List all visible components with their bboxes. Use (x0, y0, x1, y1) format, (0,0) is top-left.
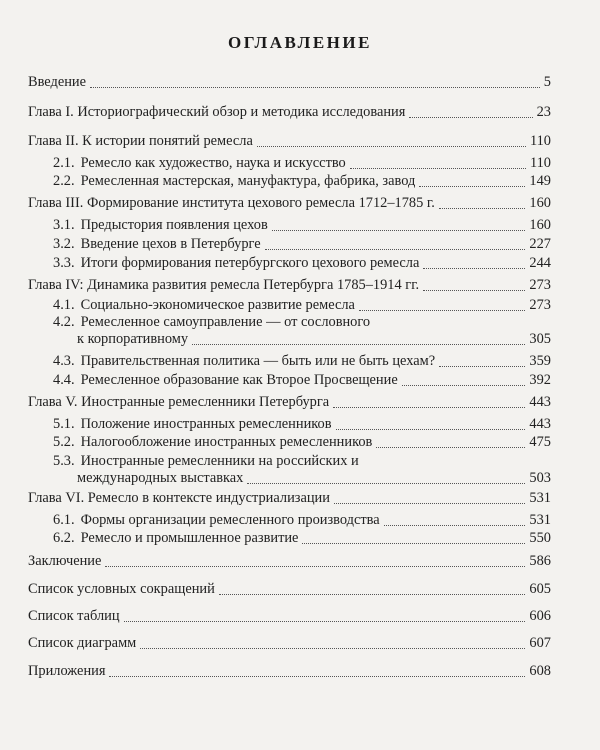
page-number: 160 (529, 217, 551, 233)
page-number: 149 (529, 173, 551, 189)
dot-leader (247, 482, 525, 484)
dot-leader (359, 309, 525, 311)
entry-label-group (53, 512, 380, 529)
entry-label-group (53, 372, 398, 389)
toc-row (53, 155, 551, 172)
toc-entry (28, 635, 551, 652)
entry-label-group (28, 195, 435, 212)
dot-leader (105, 565, 525, 567)
page-number: 160 (529, 195, 551, 211)
entry-label: Введение цехов в Петербурге (80, 236, 261, 252)
entry-label: Итоги формирования петербургского цехового ремесла (80, 255, 420, 271)
entry-label-group (28, 74, 86, 91)
toc-entry (28, 553, 551, 570)
toc-subentry (53, 512, 551, 529)
entry-label: Список таблиц (28, 608, 120, 624)
dot-leader (402, 384, 526, 386)
toc-row (53, 297, 551, 314)
toc-entry (28, 277, 551, 294)
entry-label-group (53, 416, 332, 433)
entry-label: Глава III. Формирование института цехового ремесла 1712–1785 г. (28, 195, 435, 211)
entry-label: Ремесло и промышленное развитие (80, 530, 299, 546)
entry-label: Приложения (28, 663, 106, 679)
entry-label: Ремесло как художество, наука и искусство (80, 155, 346, 171)
entry-label-continuation: к корпоративному (77, 331, 189, 347)
dot-leader (350, 167, 526, 169)
toc-row (53, 255, 551, 272)
dot-leader (384, 524, 526, 526)
entry-label-group (28, 277, 419, 294)
page-number: 273 (529, 297, 551, 313)
section-number: 3.3. (53, 255, 75, 271)
toc-entry (28, 663, 551, 680)
dot-leader (90, 86, 540, 88)
toc-subentry (53, 217, 551, 234)
toc-row (53, 512, 551, 529)
toc-row (28, 277, 551, 294)
toc-entry (28, 581, 551, 598)
toc-entry (28, 490, 551, 507)
page-number: 227 (529, 236, 551, 252)
section-number: 5.2. (53, 434, 75, 450)
toc-subentry (53, 173, 551, 190)
toc-subentry (53, 297, 551, 314)
toc-entry (28, 608, 551, 625)
toc-entry-first-line (53, 314, 551, 331)
entry-label: Список диаграмм (28, 635, 137, 651)
page-number: 475 (529, 434, 551, 450)
section-number: 6.1. (53, 512, 75, 528)
dot-leader (376, 446, 525, 448)
toc-entry-first-line (53, 453, 551, 470)
entry-label-group (53, 217, 268, 234)
page-number: 5 (543, 74, 551, 90)
entry-label: Предыстория появления цехов (80, 217, 268, 233)
toc-row (53, 236, 551, 253)
dot-leader (124, 620, 526, 622)
toc-row (53, 331, 551, 348)
toc-subentry (53, 155, 551, 172)
entry-label: Иностранные ремесленники на российских и (80, 453, 359, 469)
toc-row (53, 372, 551, 389)
entry-label-group (28, 663, 105, 680)
toc-row (28, 635, 551, 652)
page-number: 586 (529, 553, 551, 569)
toc-row (53, 353, 551, 370)
page-number: 110 (529, 155, 551, 171)
toc-row (53, 530, 551, 547)
section-number: 4.2. (53, 314, 75, 330)
toc-row (28, 104, 551, 121)
entry-label-group (28, 581, 215, 598)
dot-leader (439, 365, 525, 367)
dot-leader (265, 248, 526, 250)
section-number: 2.2. (53, 173, 75, 189)
section-number: 3.1. (53, 217, 75, 233)
page-number: 606 (529, 608, 551, 624)
entry-label-group (53, 236, 261, 253)
entry-label-group (53, 155, 346, 172)
toc-row (53, 470, 551, 487)
toc-entry (28, 195, 551, 212)
dot-leader (419, 185, 525, 187)
toc-subentry (53, 255, 551, 272)
entry-label: Глава VI. Ремесло в контексте индустриализации (28, 490, 330, 506)
page-number: 392 (529, 372, 551, 388)
entry-label-group (53, 530, 298, 547)
toc-row (28, 74, 551, 91)
page-number: 273 (529, 277, 551, 293)
dot-leader (423, 267, 525, 269)
toc-subentry (53, 416, 551, 433)
dot-leader (109, 675, 525, 677)
entry-label-group (28, 133, 253, 150)
entry-label: Глава I. Историографический обзор и методика исследования (28, 104, 406, 120)
toc-row (28, 394, 551, 411)
section-number: 2.1. (53, 155, 75, 171)
page-number: 443 (529, 416, 551, 432)
page-number: 531 (529, 512, 551, 528)
page-number: 607 (529, 635, 551, 651)
toc-subentry (53, 236, 551, 253)
toc-row (28, 608, 551, 625)
entry-label: Формы организации ремесленного производства (80, 512, 380, 528)
entry-label: Заключение (28, 553, 102, 569)
entry-label-group (53, 297, 355, 314)
dot-leader (423, 289, 525, 291)
entry-label-group (28, 394, 329, 411)
toc-entry (28, 74, 551, 91)
entry-label: Правительственная политика — быть или не быть цехам? (80, 353, 436, 369)
entry-label-group (28, 553, 101, 570)
toc-subentry (53, 314, 551, 348)
entry-label-group (53, 173, 415, 190)
entry-label: Социально-экономическое развитие ремесла (80, 297, 355, 313)
entry-label: Глава IV: Динамика развития ремесла Петербурга 1785–1914 гг. (28, 277, 420, 293)
section-number: 4.4. (53, 372, 75, 388)
toc-entry (28, 133, 551, 150)
page-number: 605 (529, 581, 551, 597)
page-number: 608 (529, 663, 551, 679)
page-number: 503 (529, 470, 551, 486)
section-number: 5.1. (53, 416, 75, 432)
toc-row (53, 173, 551, 190)
toc-subentry (53, 353, 551, 370)
section-number: 5.3. (53, 453, 75, 469)
entry-label-group (28, 490, 330, 507)
toc-row (28, 195, 551, 212)
toc-subentry (53, 434, 551, 451)
dot-leader (409, 116, 532, 118)
dot-leader (140, 647, 525, 649)
section-number: 3.2. (53, 236, 75, 252)
toc-row (28, 581, 551, 598)
toc-entry (28, 104, 551, 121)
entry-label: Глава V. Иностранные ремесленники Петербурга (28, 394, 330, 410)
entry-label: Список условных сокращений (28, 581, 215, 597)
dot-leader (257, 145, 526, 147)
dot-leader (272, 229, 526, 231)
toc-row (28, 133, 551, 150)
page-number: 531 (529, 490, 551, 506)
entry-label-continuation: международных выставках (77, 470, 244, 486)
page-title: ОГЛАВЛЕНИЕ (228, 33, 372, 52)
dot-leader (439, 207, 526, 209)
dot-leader (302, 542, 525, 544)
dot-leader (334, 502, 525, 504)
entry-label-group (28, 635, 136, 652)
entry-label-group (28, 608, 120, 625)
entry-label: Налогообложение иностранных ремесленников (80, 434, 373, 450)
toc-row (53, 416, 551, 433)
dot-leader (219, 593, 526, 595)
section-number: 4.3. (53, 353, 75, 369)
dot-leader (336, 428, 526, 430)
toc-row (28, 663, 551, 680)
toc-subentry (53, 453, 551, 487)
entry-label-group (28, 104, 405, 121)
section-number: 6.2. (53, 530, 75, 546)
entry-label: Ремесленная мастерская, мануфактура, фабрика, завод (80, 173, 416, 189)
toc-subentry (53, 372, 551, 389)
entry-label-group (53, 255, 419, 272)
section-number: 4.1. (53, 297, 75, 313)
dot-leader (333, 406, 525, 408)
toc-row (28, 553, 551, 570)
page-number: 443 (529, 394, 551, 410)
entry-label: Ремесленное самоуправление — от сословного (80, 314, 371, 330)
entry-label: Введение (28, 74, 87, 90)
toc-row (53, 217, 551, 234)
page-number: 305 (529, 331, 551, 347)
entry-label: Ремесленное образование как Второе Просвещение (80, 372, 398, 388)
dot-leader (192, 343, 525, 345)
entry-label-group (53, 353, 435, 370)
toc-row (28, 490, 551, 507)
toc-subentry (53, 530, 551, 547)
page-number: 550 (529, 530, 551, 546)
entry-label: Глава II. К истории понятий ремесла (28, 133, 253, 149)
page-number: 359 (529, 353, 551, 369)
entry-label-group (53, 434, 372, 451)
page-number: 23 (536, 104, 551, 120)
entry-label: Положение иностранных ремесленников (80, 416, 332, 432)
toc-entry (28, 394, 551, 411)
toc-row (53, 434, 551, 451)
page-number: 244 (529, 255, 551, 271)
page-number: 110 (529, 133, 551, 149)
